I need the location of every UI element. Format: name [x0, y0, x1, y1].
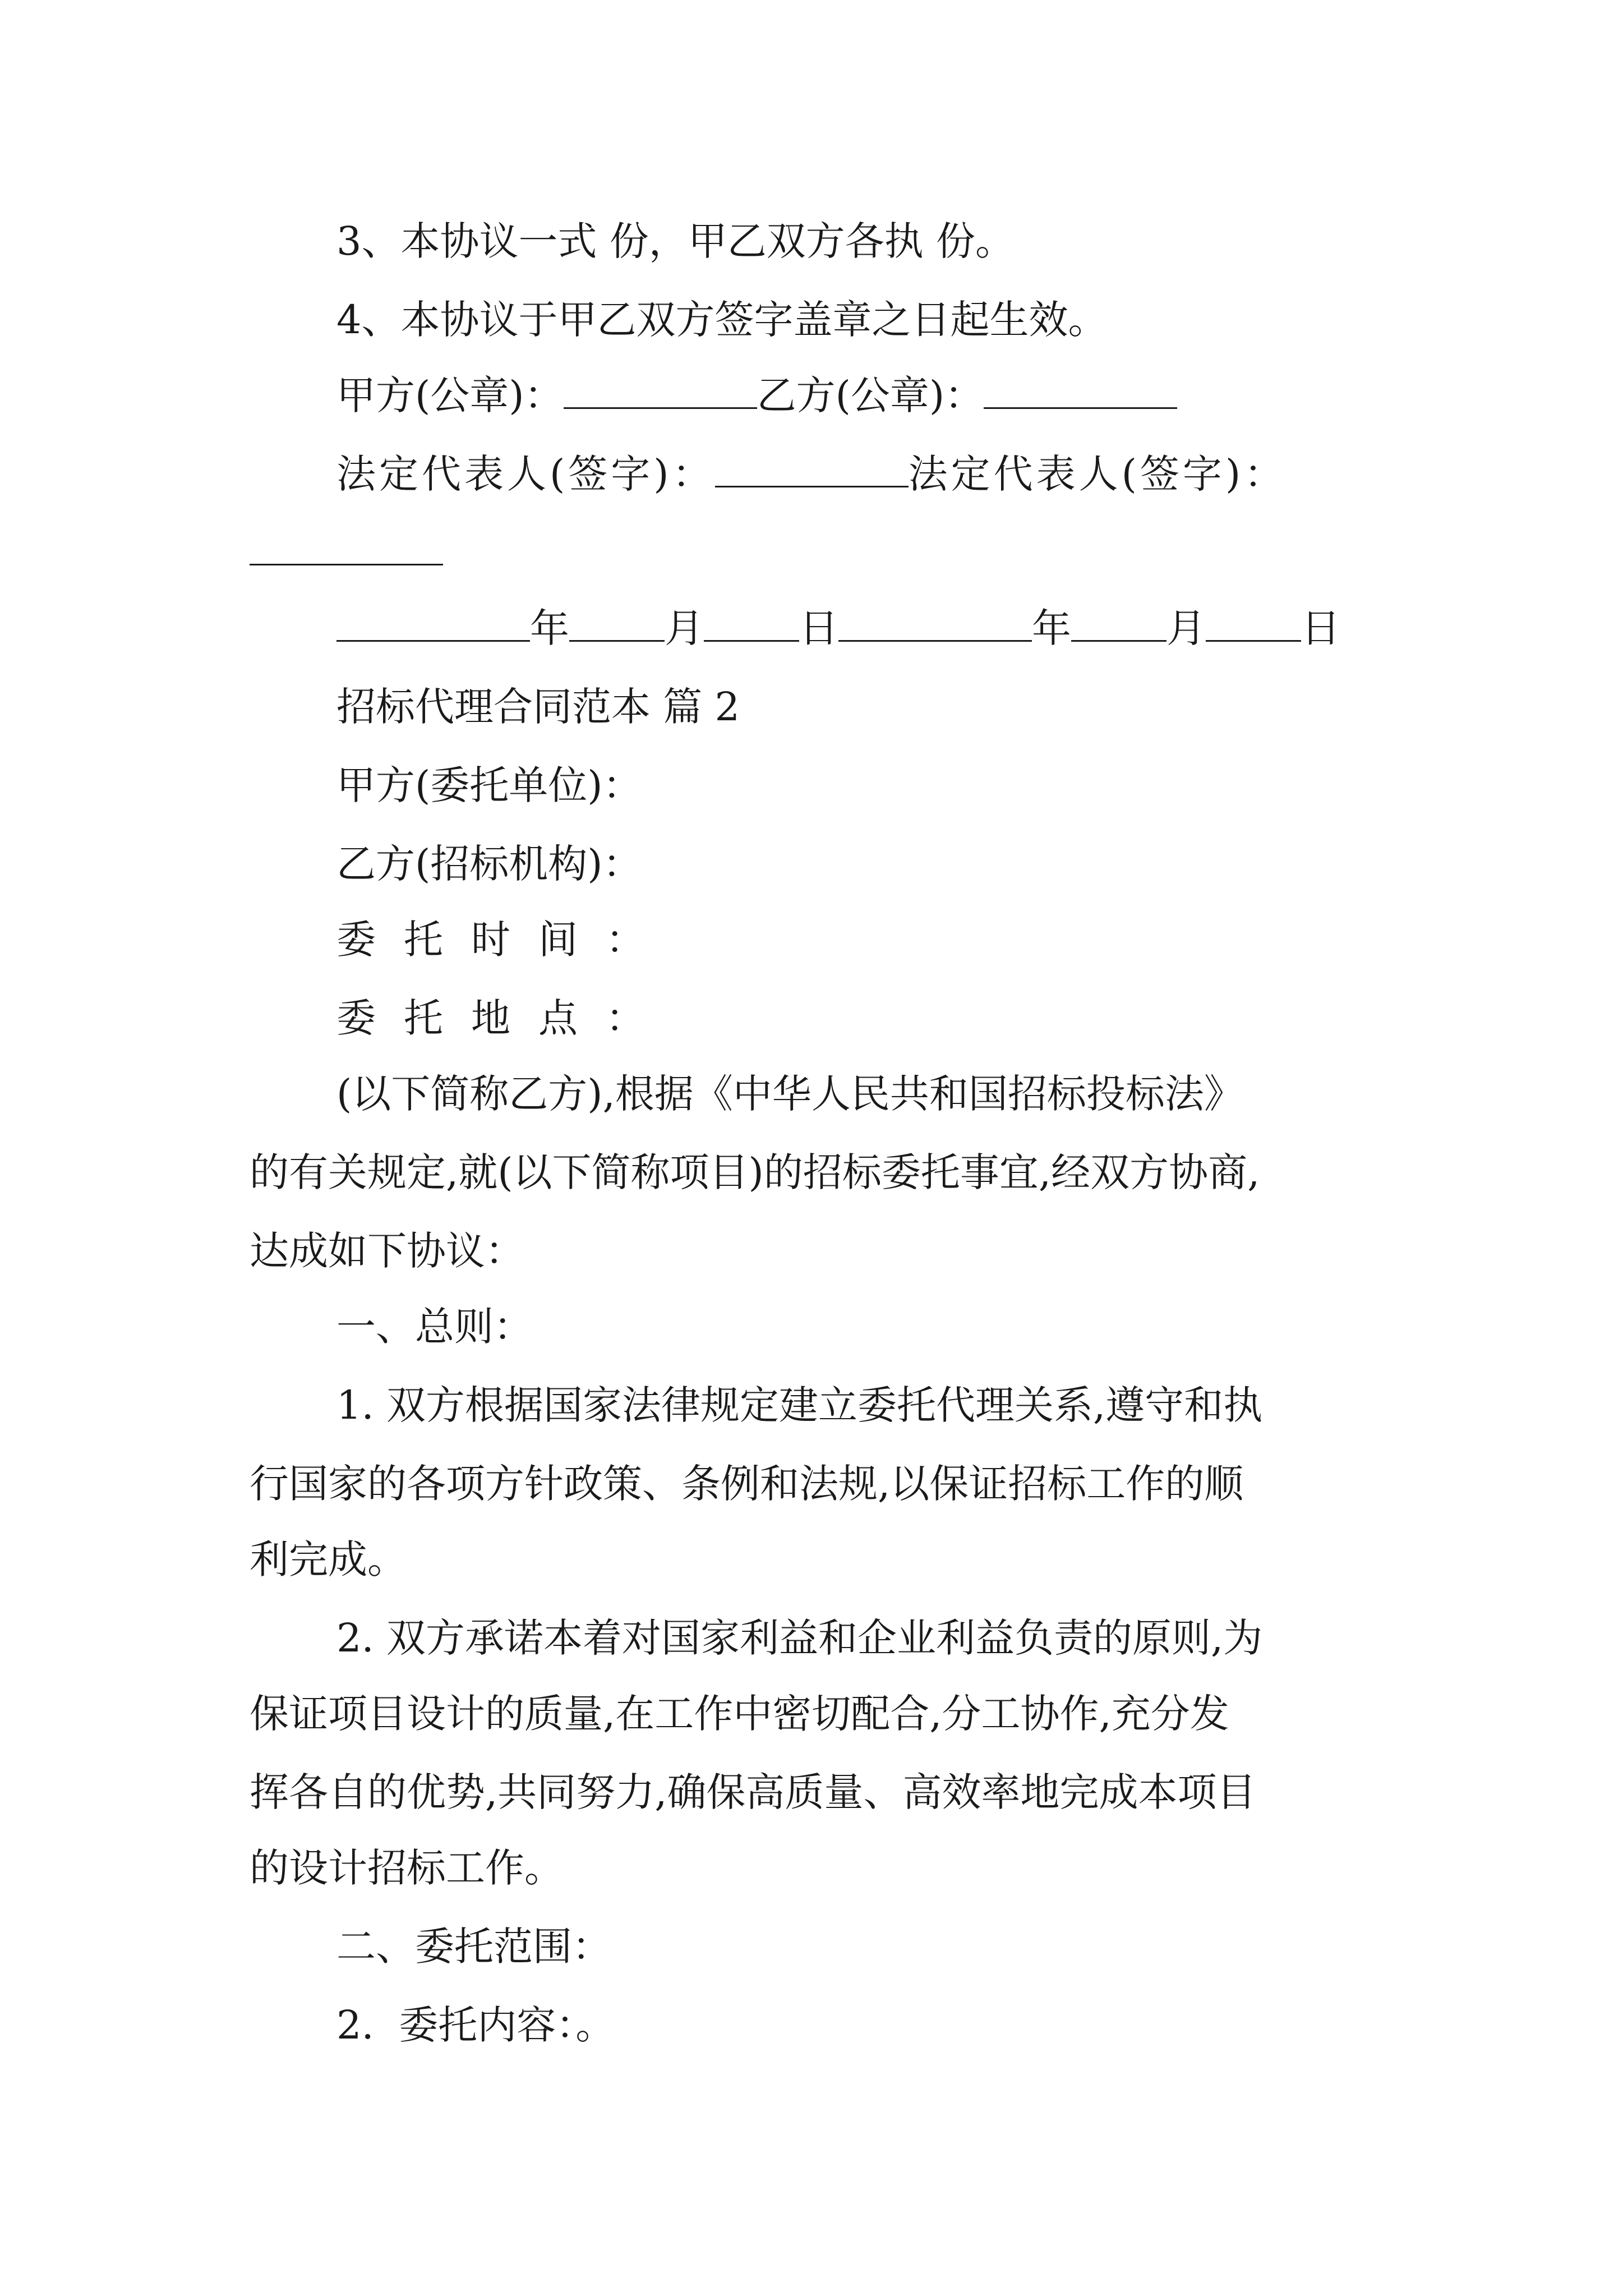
paragraph-1-line-1: (以下简称乙方),根据《中华人民共和国招标投标法》 — [336, 1071, 1243, 1117]
paragraph-3-line-3: 挥各自的优势,共同努力,确保高质量、高效率地完成本项目 — [250, 1769, 1256, 1815]
day-label-a: 日 — [799, 605, 838, 651]
paragraph-3-line-1: 2. 双方承诺本着对国家利益和企业利益负责的原则,为 — [336, 1615, 1263, 1661]
party-b-field: 乙方(招标机构)： — [336, 841, 642, 887]
seal-line — [336, 370, 1177, 421]
section-1-title: 一、总则： — [336, 1304, 533, 1350]
representative-line — [336, 449, 1287, 499]
party-a-seal-label: 甲方(公章)： — [336, 372, 564, 418]
commission-content-item: 2. 委托内容：。 — [336, 2002, 615, 2048]
paragraph-1-line-3: 达成如下协议： — [250, 1228, 524, 1274]
party-a-seal-blank — [564, 372, 757, 409]
party-a-rep-blank — [715, 451, 909, 487]
paragraph-3-line-4: 的设计招标工作。 — [250, 1845, 564, 1891]
month-blank-a — [569, 605, 665, 642]
party-b-seal-label: 乙方(公章)： — [757, 372, 984, 418]
party-b-rep-label: 法定代表人(签字)： — [908, 451, 1287, 497]
commission-place-field: 委托地点： — [336, 995, 673, 1041]
paragraph-2-line-1: 1. 双方根据国家法律规定建立委托代理关系,遵守和执 — [336, 1382, 1263, 1428]
paragraph-2-line-2: 行国家的各项方针政策、条例和法规,以保证招标工作的顺 — [250, 1461, 1244, 1507]
commission-time-field: 委托时间： — [336, 917, 673, 963]
section-2-title: 二、委托范围： — [336, 1924, 611, 1970]
paragraph-3-line-2: 保证项目设计的质量,在工作中密切配合,分工协作,充分发 — [250, 1691, 1229, 1737]
clause-3: 3、本协议一式 份，甲乙双方各执 份。 — [336, 218, 1015, 264]
party-a-field: 甲方(委托单位)： — [336, 762, 642, 808]
year-label-b: 年 — [1032, 605, 1071, 651]
day-blank-a — [704, 605, 799, 642]
section-heading: 招标代理合同范本 篇 2 — [336, 684, 740, 730]
clause-4: 4、本协议于甲乙双方签字盖章之日起生效。 — [336, 297, 1108, 343]
date-line — [336, 603, 1340, 654]
party-b-seal-blank — [984, 372, 1177, 409]
party-a-rep-label: 法定代表人(签字)： — [336, 451, 715, 497]
party-b-rep-blank — [250, 564, 443, 565]
paragraph-2-line-3: 利完成。 — [250, 1536, 407, 1582]
day-label-b: 日 — [1301, 605, 1340, 651]
year-label-a: 年 — [530, 605, 569, 651]
month-label-b: 月 — [1166, 605, 1206, 651]
month-label-a: 月 — [665, 605, 704, 651]
year-blank-b — [838, 605, 1032, 642]
paragraph-1-line-2: 的有关规定,就(以下简称项目)的招标委托事宜,经双方协商, — [250, 1149, 1260, 1195]
day-blank-b — [1206, 605, 1301, 642]
year-blank-a — [336, 605, 530, 642]
month-blank-b — [1071, 605, 1166, 642]
